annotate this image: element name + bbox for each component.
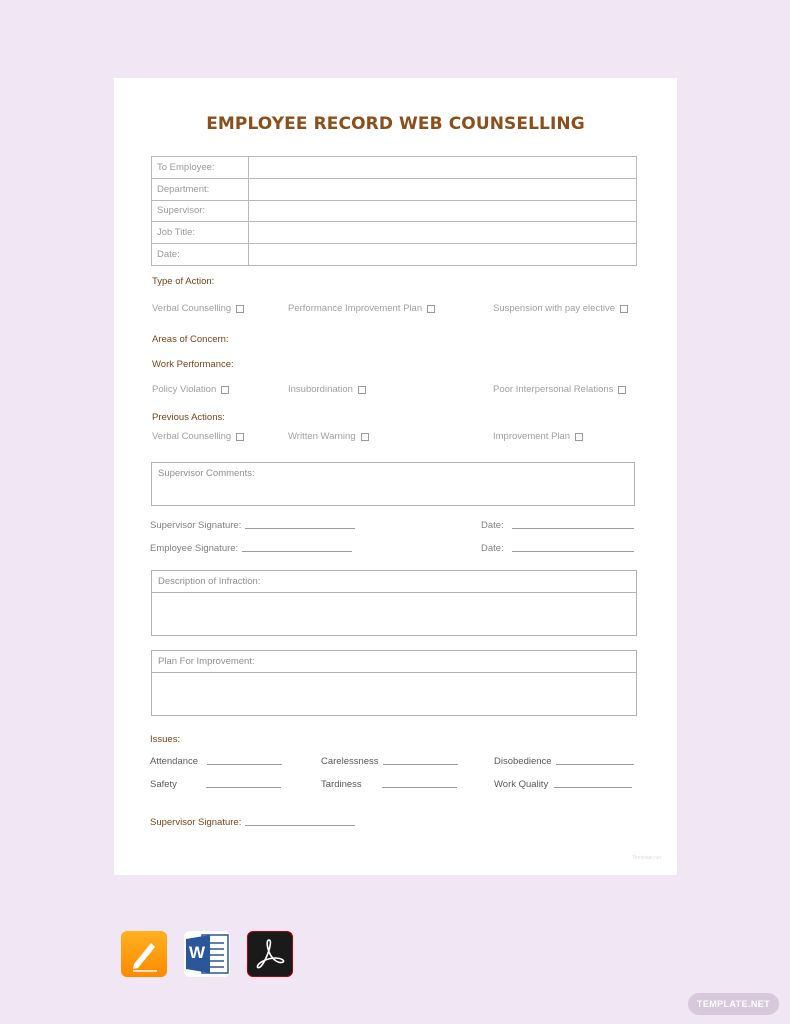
checkbox[interactable] [620, 305, 628, 313]
supervisor-comments-box[interactable] [151, 462, 635, 506]
checkbox[interactable] [236, 433, 244, 441]
employee-signature-row [150, 543, 352, 554]
issue-line[interactable] [383, 764, 458, 765]
date-label: Date: [481, 543, 504, 554]
previous-actions-label: Previous Actions: [152, 412, 225, 423]
issue-carelessness [321, 756, 458, 767]
table-row [152, 200, 637, 222]
option-improvement-plan[interactable] [493, 431, 583, 442]
issue-line[interactable] [382, 787, 457, 788]
field-label: To Employee: [152, 157, 249, 179]
option-label: Written Warning [288, 431, 356, 442]
document-title: EMPLOYEE RECORD WEB COUNSELLING [206, 114, 585, 134]
template-net-badge[interactable]: TEMPLATE.NET [688, 993, 779, 1015]
issue-label: Attendance [150, 756, 199, 767]
checkbox[interactable] [575, 433, 583, 441]
option-label: Verbal Counselling [152, 431, 232, 442]
issue-line[interactable] [206, 787, 281, 788]
option-insubordination[interactable] [288, 384, 366, 395]
supervisor-comments-label: Supervisor Comments: [158, 468, 255, 479]
option-verbal-counselling[interactable] [152, 303, 244, 314]
option-written-warning[interactable] [288, 431, 369, 442]
work-performance-label: Work Performance: [152, 359, 234, 370]
issue-safety [150, 779, 281, 790]
supervisor-signature-row [150, 520, 355, 531]
date-label: Date: [481, 520, 504, 531]
plan-for-improvement-box[interactable] [151, 650, 637, 716]
acrobat-icon-glyph [248, 932, 292, 976]
issue-label: Tardiness [321, 779, 362, 790]
employee-date-line[interactable] [512, 551, 634, 552]
supervisor-signature-label: Supervisor Signature: [150, 520, 242, 531]
option-label: Verbal Counselling [152, 303, 232, 314]
job-title-field[interactable] [249, 222, 637, 244]
option-poor-interpersonal-relations[interactable] [493, 384, 626, 395]
option-label: Performance Improvement Plan [288, 303, 423, 314]
checkbox[interactable] [618, 386, 626, 394]
issues-label: Issues: [150, 734, 181, 745]
option-prev-verbal-counselling[interactable] [152, 431, 244, 442]
issue-line[interactable] [556, 764, 634, 765]
areas-of-concern-label: Areas of Concern: [152, 334, 229, 345]
pages-icon-glyph [121, 931, 167, 977]
supervisor-date-line[interactable] [512, 528, 634, 529]
department-field[interactable] [249, 178, 637, 200]
checkbox[interactable] [236, 305, 244, 313]
issue-line[interactable] [207, 764, 282, 765]
final-supervisor-signature-line[interactable] [245, 825, 355, 826]
issue-disobedience [494, 756, 634, 767]
issue-work-quality [494, 779, 632, 790]
to-employee-field[interactable] [249, 157, 637, 179]
issue-attendance [150, 756, 282, 767]
option-label: Insubordination [288, 384, 353, 395]
issue-label: Work Quality [494, 779, 549, 790]
checkbox[interactable] [361, 433, 369, 441]
document-page [114, 78, 677, 875]
table-row [152, 244, 637, 266]
table-row [152, 157, 637, 179]
issue-label: Safety [150, 779, 177, 790]
checkbox[interactable] [358, 386, 366, 394]
type-of-action-label: Type of Action: [152, 276, 215, 287]
description-of-infraction-label: Description of Infraction: [152, 571, 636, 593]
supervisor-field[interactable] [249, 200, 637, 222]
option-performance-improvement-plan[interactable] [288, 303, 435, 314]
date-field[interactable] [249, 244, 637, 266]
option-suspension[interactable] [493, 303, 628, 314]
app-icons-row [121, 931, 293, 977]
final-supervisor-signature-row [150, 817, 355, 828]
table-row [152, 222, 637, 244]
option-label: Suspension with pay elective [493, 303, 615, 314]
table-row [152, 178, 637, 200]
watermark: Template.net [632, 855, 661, 861]
field-label: Date: [152, 244, 249, 266]
employee-date-row [481, 543, 634, 554]
checkbox[interactable] [427, 305, 435, 313]
option-label: Policy Violation [152, 384, 217, 395]
word-icon[interactable] [184, 931, 230, 977]
description-of-infraction-box[interactable] [151, 570, 637, 636]
employee-signature-line[interactable] [242, 551, 352, 552]
field-label: Job Title: [152, 222, 249, 244]
issue-label: Disobedience [494, 756, 552, 767]
supervisor-date-row [481, 520, 634, 531]
pages-icon[interactable] [121, 931, 167, 977]
option-label: Poor Interpersonal Relations [493, 384, 614, 395]
field-label: Supervisor: [152, 200, 249, 222]
checkbox[interactable] [221, 386, 229, 394]
word-letter: W [189, 943, 206, 962]
option-policy-violation[interactable] [152, 384, 229, 395]
plan-for-improvement-label: Plan For Improvement: [152, 651, 636, 673]
supervisor-signature-line[interactable] [245, 528, 355, 529]
option-label: Improvement Plan [493, 431, 571, 442]
issue-line[interactable] [554, 787, 632, 788]
final-supervisor-signature-label: Supervisor Signature: [150, 817, 242, 828]
field-label: Department: [152, 178, 249, 200]
employee-info-table [151, 156, 637, 266]
issue-label: Carelessness [321, 756, 379, 767]
employee-signature-label: Employee Signature: [150, 543, 239, 554]
acrobat-icon[interactable] [247, 931, 293, 977]
issue-tardiness [321, 779, 457, 790]
